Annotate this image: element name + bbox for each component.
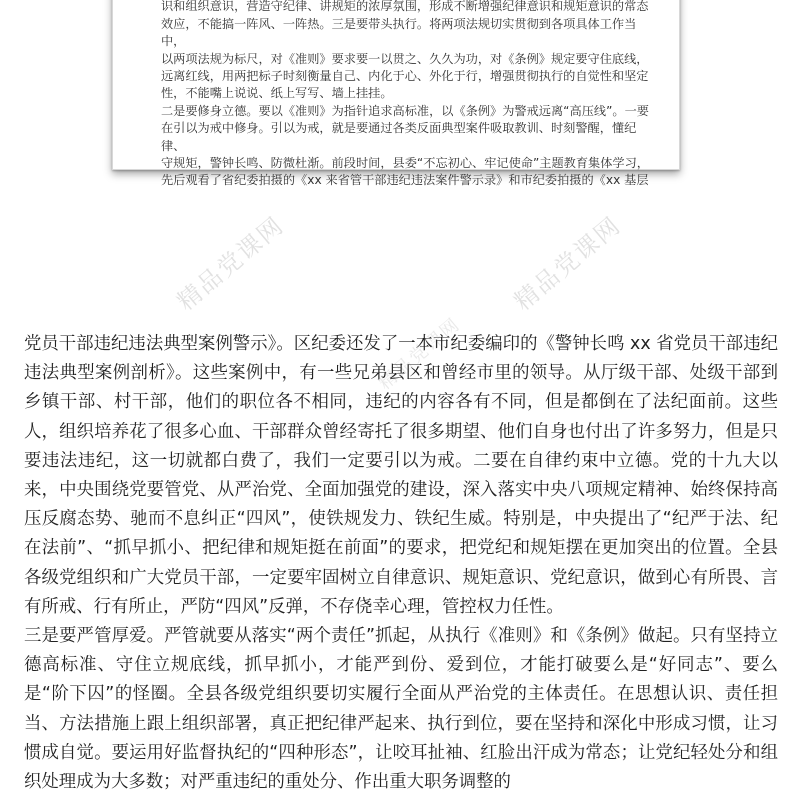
preview-line: 在引以为戒中修身。引以为戒，就是要通过各类反面典型案件吸取教训、时刻警醒，懂纪律、 — [161, 121, 637, 153]
preview-line: 守规矩，警钟长鸣、防微杜渐。前段时间，县委“不忘初心、牢记使命”主题教育集体学习， — [161, 156, 649, 171]
watermark-text: 精品党课网 — [374, 313, 465, 395]
preview-line: 二是要修身立德。要以《准则》为指针追求高标准，以《条例》为警戒远离“高压线”。一要 — [161, 103, 649, 118]
preview-line: 效应，不能搞一阵风、一阵热。三是要带头执行。将两项法规切实贯彻到各项具体工作当中， — [161, 16, 637, 49]
body-paragraph: 党员干部违纪违法典型案例警示》。区纪委还发了一本市纪委编印的《警钟长鸣 xx 省党员干部违纪违法典型案例剖析》。这些案例中，有一些兄弟县区和曾经市里的领导。从厅级干部、处级干部到乡镇干部、村干部，他们的职位各不相同，违纪的内容各有不同，但是都倒在了法纪面前。这些人，组织培养花了很多心血、干部群众曾经寄托了很多期望、他们自身也付出了许多努力，但是只要违法违纪，这一切就都白费了，我们一定要引以为戒。二要在自律约束中立德。党的十九大以来，中央围绕党要管党、从严治党、全面加强党的建设，深入落实中央八项规定精神、始终保持高压反腐态势、驰而不息纠正“四风”，使铁规发力、铁纪生威。特别是，中央提出了“纪严于法、纪在法前”、“抓早抓小、把纪律和规矩挺在前面”的要求，把党纪和规矩摆在更加突出的位置。全县各级党组织和广大党员干部，一定要牢固树立自律意识、规矩意识、党纪意识，做到心有所畏、言有所戒、行有所止，严防“四风”反弹，不存侥幸心理，管控权力任性。 — [24, 334, 778, 617]
preview-line: 识和组织意识，营造守纪律、讲规矩的浓厚氛围，形成不断增强纪律意识和规矩意识的常态 — [161, 0, 649, 14]
preview-line: 先后观看了省纪委拍摄的《xx 来省管干部违纪违法案件警示录》和市纪委拍摄的《xx 基层 — [161, 173, 649, 188]
watermark-text: 精品党课网 — [171, 211, 290, 317]
body-paragraph: 三是要严管厚爱。严管就要从落实“两个责任”抓起，从执行《准则》和《条例》做起。只有坚持立德高标准、守住立规底线，抓早抓小，才能严到份、爱到位，才能打破要么是“好同志”、要么是“阶下囚”的怪圈。全县各级党组织要切实履行全面从严治党的主体责任。在思想认识、责任担当、方法措施上跟上组织部署，真正把纪律严起来、执行到位，要在坚持和深化中形成习惯，让习惯成自觉。要运用好监督执纪的“四种形态”，让咬耳扯袖、红脸出汗成为常态；让党纪轻处分和组织处理成为大多数；对严重违纪的重处分、作出重大职务调整的 — [24, 626, 778, 793]
body-text — [24, 330, 778, 797]
preview-line: 远离红线，用两把标子时刻衡量自己、内化于心、外化于行，增强贯彻执行的自觉性和坚定 — [161, 69, 649, 84]
watermark-text: 精品党课网 — [508, 211, 627, 317]
preview-line: 性，不能嘴上说说、纸上写写、墙上挂挂。 — [161, 86, 393, 101]
preview-line: 以两项法规为标尺，对《准则》要求要一以贯之、久久为功，对《条例》规定要守住底线， — [161, 51, 649, 66]
previous-page-preview — [112, 0, 680, 188]
